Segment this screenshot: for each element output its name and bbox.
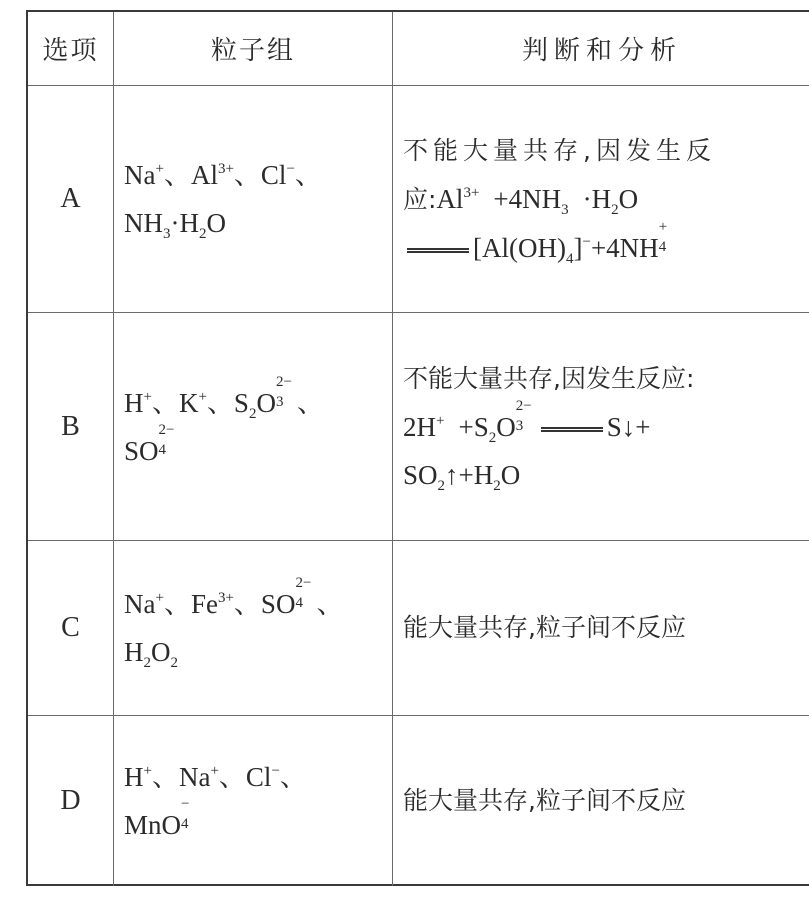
analysis-text: 不能大量共存,因发生反 应$:Al^{3+} +4NH_3 \cdot H_2O$ $[Al(OH)_4]^-+4NH$ + 4 xyxy=(403,135,716,267)
ion-coexistence-table xyxy=(26,10,809,886)
header-option: 选项 xyxy=(28,12,114,85)
table-row-d xyxy=(28,716,809,886)
table-row-b xyxy=(28,313,809,541)
option-label: D xyxy=(28,716,114,886)
table-row-a xyxy=(28,86,809,313)
header-particles: 粒子组 xyxy=(114,12,393,85)
option-label: C xyxy=(28,541,114,715)
equals-sign xyxy=(407,248,469,253)
particle-group: H+、K+、$S_2O$ 2− 3 、 SO 2− 4 xyxy=(114,313,393,540)
particle-group: Na+、$Al^{3+}$、Cl−、 $NH_3\cdot H_2O$ xyxy=(114,86,393,312)
particle-group: H+、Na+、Cl−、 MnO − 4 xyxy=(114,716,393,886)
option-label: A xyxy=(28,86,114,312)
table-row-c xyxy=(28,541,809,716)
option-label: B xyxy=(28,313,114,540)
particle-group: Na+、$Fe^{3+}$、SO 2− 4 、 $H_2O_2$ xyxy=(114,541,393,715)
table-header-row xyxy=(28,12,809,86)
analysis-text: 不能大量共存,因发生反应: $2H^+ +S_2O$ 2− 3 S↓+ $SO_2↑+H_2O$ xyxy=(403,363,695,494)
analysis-text: 能大量共存,粒子间不反应 xyxy=(403,786,686,815)
header-analysis: 判断和分析 xyxy=(521,36,682,66)
analysis-text: 能大量共存,粒子间不反应 xyxy=(403,613,686,642)
equals-sign xyxy=(541,427,603,432)
